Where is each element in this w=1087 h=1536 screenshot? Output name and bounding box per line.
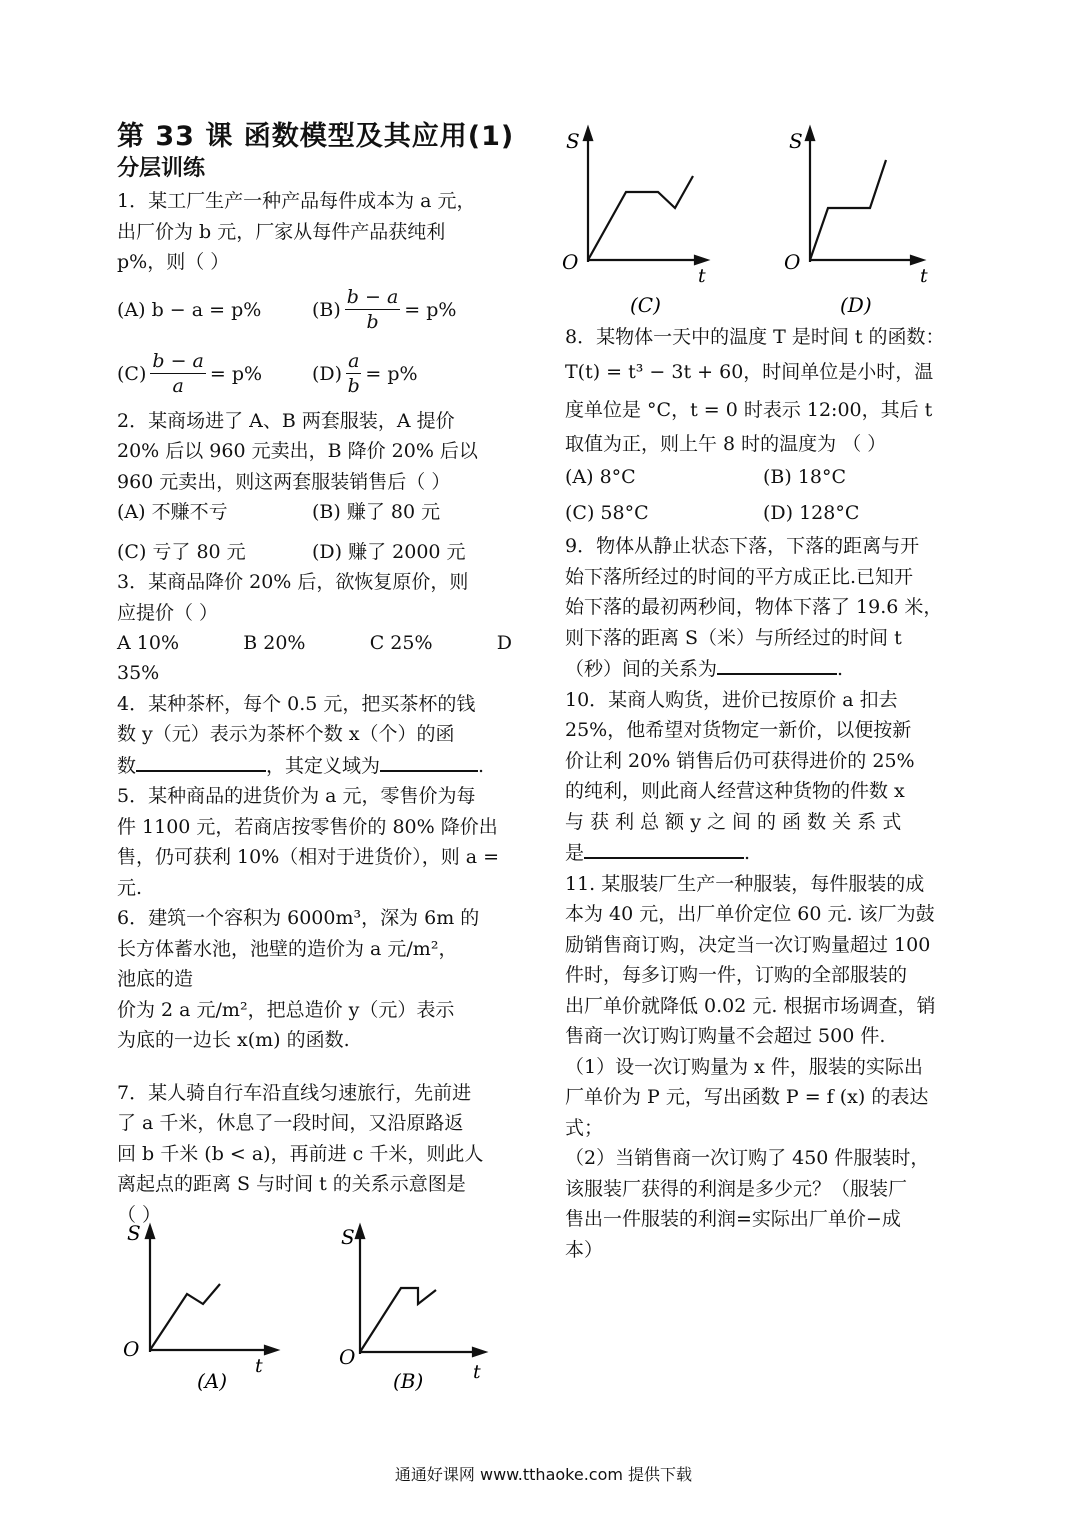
origin-label: O xyxy=(339,1345,356,1369)
question-11-line: 件时，每多订购一件，订购的全部服装的 xyxy=(565,964,908,986)
axis-label-t: t xyxy=(473,1361,481,1383)
question-11-line: 售商一次订购订购量不会超过 500 件. xyxy=(565,1025,886,1047)
option-d: (D) $\frac{a}{b}$ = p% xyxy=(312,350,418,397)
question-10-line: 价让利 20% 销售后仍可获得进价的 25% xyxy=(565,749,915,772)
question-2-line: 2．某商场进了 A、B 两套服装，A 提价 xyxy=(117,409,455,432)
question-11-line: 出厂单价就降低 0.02 元. 根据市场调查，销 xyxy=(565,994,936,1017)
question-1-line: 出厂价为 b 元，厂家从每件产品获纯利 xyxy=(117,220,446,243)
answer-blank[interactable] xyxy=(717,653,837,675)
question-8-options-row-1: (A) 8°C (B) 18°C xyxy=(565,466,847,488)
question-5-line: 5．某种商品的进货价为 a 元，零售价为每 xyxy=(117,785,476,807)
question-10-line: 10．某商人购货，进价已按原价 a 扣去 xyxy=(565,688,898,711)
question-7-line: （ ） xyxy=(117,1203,162,1226)
question-6-line: 池底的造 xyxy=(117,968,194,990)
axis-label-t: t xyxy=(698,265,706,287)
axis-label-t: t xyxy=(255,1355,263,1377)
question-2-line: 20% 后以 960 元卖出，B 降价 20% 后以 xyxy=(117,440,478,462)
question-9-line: 始下落所经过的时间的平方成正比.已知开 xyxy=(565,565,914,588)
question-11-line: 11. 某服装厂生产一种服装，每件服装的成 xyxy=(565,872,925,895)
graph-a xyxy=(115,1222,290,1397)
question-8-options-row-2: (C) 58°C (D) 128°C xyxy=(565,502,860,524)
question-11-line: 该服装厂获得的利润是多少元？（服装厂 xyxy=(565,1177,908,1200)
right-column xyxy=(565,322,975,1265)
origin-label: O xyxy=(123,1337,140,1361)
question-7-line: 回 b 千米 (b < a)，再前进 c 千米，则此人 xyxy=(117,1142,484,1165)
question-7-line: 离起点的距离 S 与时间 t 的关系示意图是 xyxy=(117,1173,466,1195)
axis-label-s: S xyxy=(341,1225,355,1249)
graph-c xyxy=(560,122,740,322)
question-8-line: T(t) = t³ − 3t + 60，时间单位是小时，温 xyxy=(565,360,934,383)
question-1-line: p%，则（ ） xyxy=(117,251,230,273)
question-4-line: 4．某种茶杯，每个 0.5 元，把买茶杯的钱 xyxy=(117,692,476,715)
answer-blank[interactable] xyxy=(584,837,744,859)
question-3-line: 3．某商品降价 20% 后，欲恢复原价，则 xyxy=(117,571,469,593)
option-b: (B) $\frac{b - a}{b}$ = p% xyxy=(312,286,457,333)
question-2-line: 960 元卖出，则这两套服装销售后（ ） xyxy=(117,470,451,493)
question-11-line: 励销售商订购，决定当一次订购量超过 100 xyxy=(565,933,931,956)
answer-blank[interactable] xyxy=(380,750,478,772)
graph-d xyxy=(780,122,960,322)
question-3-line: 应提价（ ） xyxy=(117,601,219,624)
graph-b xyxy=(335,1222,510,1397)
axis-label-s: S xyxy=(127,1222,141,1245)
question-11-line: 本为 40 元，出厂单价定位 60 元. 该厂为鼓 xyxy=(565,903,935,925)
question-10-line: 的纯利，则此商人经营这种货物的件数 x xyxy=(565,780,905,802)
graph-label-d: (D) xyxy=(840,293,872,317)
question-3-options: A 10% B 20% C 25% D xyxy=(117,632,512,654)
question-8-line: 度单位是 °C，t = 0 时表示 12:00，其后 t xyxy=(565,398,933,421)
question-6-line: 价为 2 a 元/m²，把总造价 y（元）表示 xyxy=(117,998,455,1021)
option-a: (A) b − a = p% xyxy=(117,298,262,321)
graph-label-c: (C) xyxy=(630,293,661,317)
question-10-line: 与 获 利 总 额 y 之 间 的 函 数 关 系 式 xyxy=(565,810,902,833)
left-column xyxy=(117,120,532,1230)
question-5-line: 件 1100 元，若商店按零售价的 80% 降价出 xyxy=(117,815,498,838)
graph-label-a: (A) xyxy=(197,1369,228,1393)
section-subtitle: 分层训练 xyxy=(117,156,206,181)
page-title: 第 33 课 函数模型及其应用(1) xyxy=(117,121,515,152)
question-7-line: 7．某人骑自行车沿直线匀速旅行，先前进 xyxy=(117,1081,472,1104)
origin-label: O xyxy=(784,250,801,274)
question-9-line: （秒）间的关系为 . xyxy=(565,653,975,685)
question-6-line: 6．建筑一个容积为 6000m³，深为 6m 的 xyxy=(117,907,480,929)
question-9-line: 9．物体从静止状态下落，下落的距离与开 xyxy=(565,535,920,557)
question-1-line: 1．某工厂生产一种产品每件成本为 a 元， xyxy=(117,190,476,212)
origin-label: O xyxy=(562,250,579,274)
question-11-line: 本） xyxy=(565,1238,604,1261)
question-2-options-row-1: (A) 不赚不亏 (B) 赚了 80 元 xyxy=(117,501,441,523)
axis-label-t: t xyxy=(920,265,928,287)
question-4-line: 数 ，其定义域为 . xyxy=(117,750,532,782)
question-10-line: 是 . xyxy=(565,837,975,869)
question-10-line: 25%，他希望对货物定一新价，以便按新 xyxy=(565,719,912,741)
question-1-options-row-2 xyxy=(117,342,532,406)
question-9-line: 始下落的最初两秒间，物体下落了 19.6 米， xyxy=(565,596,943,618)
question-1-options-row-1 xyxy=(117,278,532,342)
graph-label-b: (B) xyxy=(393,1369,424,1393)
question-11-line: 厂单价为 P 元，写出函数 P = f (x) 的表达 xyxy=(565,1086,929,1108)
question-8-line: 8．某物体一天中的温度 T 是时间 t 的函数： xyxy=(565,326,945,348)
question-6-line: 长方体蓄水池，池壁的造价为 a 元/m²， xyxy=(117,937,458,960)
question-7-line: 了 a 千米，休息了一段时间，又沿原路返 xyxy=(117,1112,464,1134)
question-11-line: 式； xyxy=(565,1116,604,1139)
question-8-line: 取值为正，则上午 8 时的温度为 （ ） xyxy=(565,432,887,455)
question-9-line: 则下落的距离 S（米）与所经过的时间 t xyxy=(565,626,902,649)
question-6-line: 为底的一边长 x(m) 的函数. xyxy=(117,1029,350,1051)
question-3-tail: 35% xyxy=(117,662,160,684)
question-4-line: 数 y（元）表示为茶杯个数 x（个）的函 xyxy=(117,723,455,745)
axis-label-s: S xyxy=(789,129,803,153)
question-5-line: 元. xyxy=(117,876,143,899)
option-c: (C) $\frac{b - a}{a}$ = p% xyxy=(117,350,263,397)
question-5-line: 售，仍可获利 10%（相对于进货价），则 a = xyxy=(117,846,500,868)
axis-label-s: S xyxy=(566,129,580,153)
answer-blank[interactable] xyxy=(136,750,266,772)
question-11-line: （2）当销售商一次订购了 450 件服装时， xyxy=(565,1147,930,1169)
question-11-line: （1）设一次订购量为 x 件，服装的实际出 xyxy=(565,1055,923,1078)
question-11-line: 售出一件服装的利润=实际出厂单价−成 xyxy=(565,1208,901,1230)
page-footer: 通通好课网 www.tthaoke.com 提供下载 xyxy=(394,1465,693,1484)
question-2-options-row-2: (C) 亏了 80 元 (D) 赚了 2000 元 xyxy=(117,541,466,563)
